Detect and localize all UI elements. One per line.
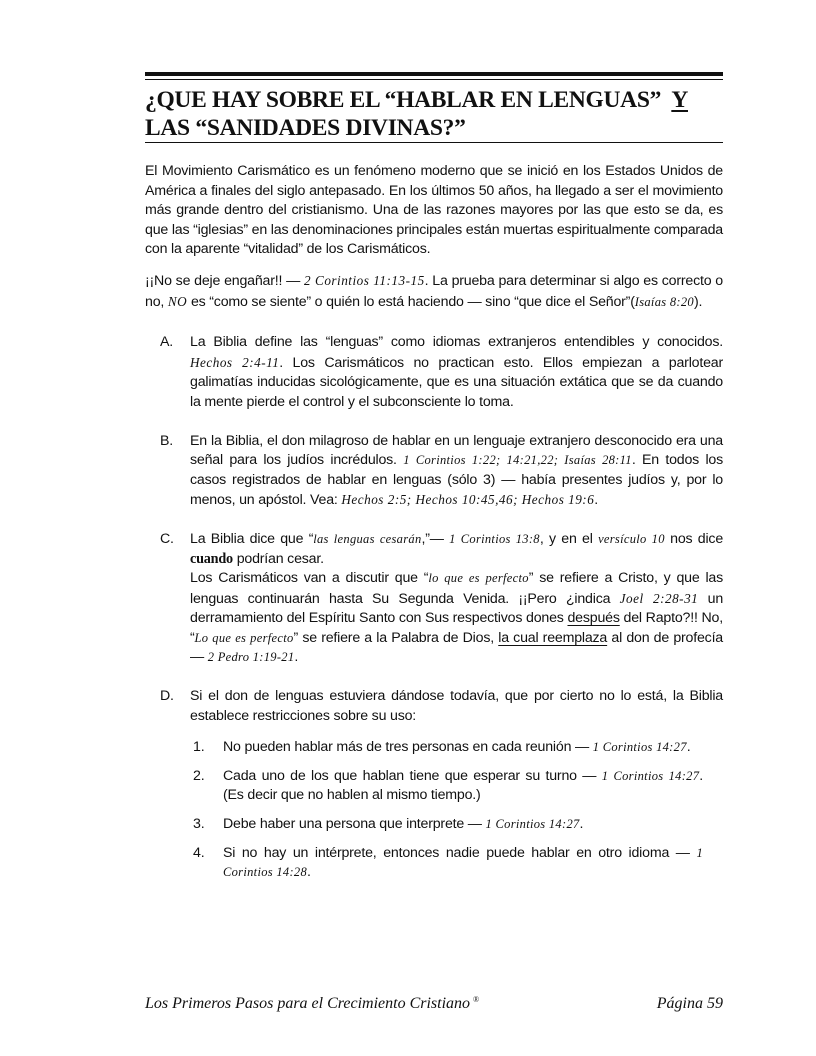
item-text: . En todos los casos registrados de hablar en lenguas (sólo 3) — había presentes judíos y, por lo menos, un apóstol. Vea: [190, 452, 723, 509]
scripture-ref: Hechos 2:4-11 [190, 354, 280, 370]
item-text: del Rapto?!! No, “ [190, 610, 723, 646]
sub-item-tail: . (Es decir que no hablen al mismo tiempo.) [223, 767, 704, 804]
emphasis-despues: después [567, 610, 620, 627]
sub-item-text: No pueden hablar más de tres personas en cada reunión — [223, 739, 593, 756]
registered-mark: ® [473, 995, 480, 1004]
intro-paragraph: El Movimiento Carismático es un fenómeno moderno que se inició en los Estados Unidos de América a finales del siglo antepasado. En los últimos 50 años, ha llegado a ser el movimiento más grande dentro del cristianismo. Una de las razones mayores por las que esto se da, es que las “iglesias” en las denominaciones principales están muertas espiritualmente comparada con la aparente “vitalidad” de los Carismáticos. [145, 163, 723, 258]
warning-text-2: . La prueba para determinar si algo es correcto o no, [145, 272, 723, 310]
sub-item-text: Si no hay un intérprete, entonces nadie puede hablar en otro idioma — [223, 844, 697, 861]
sub-item-tail: . [307, 864, 311, 881]
title-line-2: LAS “SANIDADES DIVINAS?” [145, 114, 723, 143]
page-content [145, 72, 723, 883]
warning-text-4: ). [693, 293, 703, 310]
sub-item-tail: . [579, 816, 584, 833]
item-letter: D. [160, 688, 174, 705]
sub-item-text: Cada uno de los que hablan tiene que esperar su turno — [223, 767, 602, 784]
item-text: al don de profecía — [190, 629, 723, 666]
item-text: En la Biblia, el don milagroso de hablar en un lenguaje extranjero desconocido era una señal para los judíos incrédulos. [190, 432, 723, 469]
item-text: . [594, 492, 599, 509]
item-text: ,”— [421, 530, 450, 547]
sub-item-number: 3. [193, 816, 205, 833]
page-number: Página 59 [656, 995, 723, 1012]
scripture-ref: Hechos 2:5; Hechos 10:45,46; Hechos 19:6 [341, 492, 595, 508]
sub-item-3 [145, 815, 723, 835]
item-text: . [294, 649, 299, 666]
sub-item-1 [145, 738, 723, 758]
scripture-ref: Joel 2:28-31 [619, 590, 699, 606]
title-line-1 [145, 86, 723, 114]
item-text: La Biblia dice que “ [190, 530, 314, 547]
scripture-ref: 1 Corintios 14:27 [601, 768, 700, 783]
sub-item-4 [145, 844, 723, 883]
item-text: ” se refiere a la Palabra de Dios, [293, 629, 499, 646]
scripture-ref: 1 Corintios 14:27 [592, 740, 687, 755]
sub-item-tail: . [686, 739, 691, 756]
title-rule-thin [145, 79, 723, 80]
title-line-1-end: Y [671, 87, 688, 113]
sub-item-number: 4. [193, 844, 205, 861]
item-letter: C. [160, 530, 174, 547]
scripture-ref: versículo 10 [598, 531, 665, 546]
sub-item-number: 1. [193, 739, 205, 756]
warning-paragraph [145, 271, 723, 312]
item-text: , y en el [539, 530, 599, 547]
item-text: nos dice [664, 530, 724, 547]
sub-item-text: Debe haber una persona que interprete — [223, 816, 486, 833]
scripture-ref: 1 Corintios 13:8 [449, 531, 540, 546]
warning-text-3: es “como se siente” o quién lo está haciendo — sino “que dice el Señor”( [187, 293, 635, 310]
emphasis-no: NO [167, 293, 188, 309]
item-text: un derramamiento del Espíritu Santo con Sus respectivos dones [190, 590, 724, 627]
item-text: . Los Carismáticos no practican esto. Ellos empiezan a parlotear galimatías inducidas sicológicamente, que es una situación extática que se da cuando la mente pierde el control y el subconsciente lo toma. [190, 354, 723, 410]
item-text: Si el don de lenguas estuviera dándose todavía, que por cierto no lo está, la Biblia establece restricciones sobre su uso: [190, 688, 723, 724]
scripture-ref: 1 Corintios 1:22; 14:21,22; Isaías 28:11 [403, 453, 632, 468]
scripture-ref: las lenguas cesarán [313, 531, 422, 546]
item-text: ” se refiere a Cristo, y que las lenguas continuarán hasta Su Segunda Venida. ¡¡Pero ¿indica [190, 570, 723, 607]
emphasis-la-cual-reemplaza: la cual reemplaza [498, 629, 608, 646]
emphasis-cuando: cuando [190, 550, 233, 567]
scripture-ref: 2 Corintios 11:13-15 [303, 272, 425, 288]
scripture-quote: Lo que es perfecto [194, 630, 294, 645]
footer-book-text: Los Primeros Pasos para el Crecimiento Cristiano [145, 995, 471, 1012]
title-rule-thick [145, 72, 723, 76]
list-item-a [145, 333, 723, 412]
item-letter: A. [160, 334, 174, 351]
scripture-ref: Isaías 8:20 [634, 294, 694, 309]
item-text: La Biblia define las “lenguas” como idiomas extranjeros entendibles y conocidos. [190, 334, 723, 351]
page-title [145, 86, 723, 143]
list-item-b [145, 432, 723, 511]
scripture-ref: 1 Corintios 14:27 [485, 817, 580, 832]
sub-item-number: 2. [193, 767, 205, 784]
item-letter: B. [160, 432, 174, 449]
sub-item-2 [145, 767, 723, 806]
list-item-c [145, 530, 723, 668]
list-item-d [145, 687, 723, 726]
warning-text-1: ¡¡No se deje engañar!! — [145, 272, 304, 289]
scripture-quote: lo que es perfecto [428, 571, 529, 586]
footer-book-title [145, 995, 479, 1013]
scripture-ref: 2 Pedro 1:19-21 [207, 650, 295, 665]
item-text: podrían cesar. [232, 550, 324, 567]
page-footer [145, 995, 723, 1013]
item-text: Los Carismáticos van a discutir que “ [190, 570, 429, 587]
scripture-ref: 1 Corintios 14:28 [223, 845, 703, 880]
title-line-1-text: ¿QUE HAY SOBRE EL “HABLAR EN LENGUAS” [145, 87, 662, 113]
